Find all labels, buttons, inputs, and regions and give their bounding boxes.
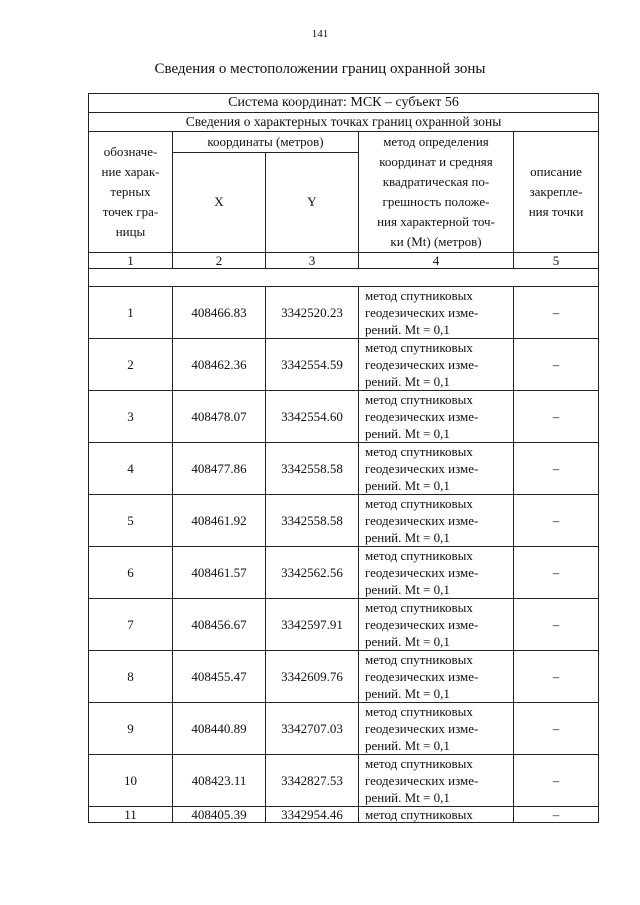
- point-column-header: обозначе- ние харак- терных точек гра- ницы: [89, 132, 173, 253]
- x-coordinate-cell: 408423.11: [173, 755, 266, 807]
- coords-column-header: координаты (метров): [173, 132, 359, 153]
- table-row: [89, 287, 599, 339]
- method-cell: метод спутниковых геодезических изме-рений. Mt = 0,1: [359, 651, 514, 703]
- table-row: [89, 495, 599, 547]
- table-row: [89, 339, 599, 391]
- section-header-row: [89, 113, 599, 132]
- x-coordinate-cell: 408405.39: [173, 807, 266, 823]
- point-number-cell: 10: [89, 755, 173, 807]
- x-coordinate-cell: 408461.92: [173, 495, 266, 547]
- column-number: 1: [89, 253, 173, 269]
- description-cell: –: [514, 391, 599, 443]
- y-coordinate-cell: 3342954.46: [266, 807, 359, 823]
- column-header-row: [89, 132, 599, 153]
- table-row: [89, 547, 599, 599]
- table-row: [89, 807, 599, 823]
- description-cell: –: [514, 599, 599, 651]
- method-cell: метод спутниковых: [359, 807, 514, 823]
- table-row: [89, 599, 599, 651]
- point-number-cell: 11: [89, 807, 173, 823]
- y-column-header: Y: [266, 152, 359, 252]
- description-cell: –: [514, 443, 599, 495]
- point-number-cell: 1: [89, 287, 173, 339]
- point-number-cell: 2: [89, 339, 173, 391]
- column-number: 4: [359, 253, 514, 269]
- point-number-cell: 7: [89, 599, 173, 651]
- table-row: [89, 391, 599, 443]
- y-coordinate-cell: 3342554.59: [266, 339, 359, 391]
- section-header: Сведения о характерных точках границ охранной зоны: [89, 113, 599, 132]
- point-number-cell: 8: [89, 651, 173, 703]
- x-column-header: X: [173, 152, 266, 252]
- point-number-cell: 6: [89, 547, 173, 599]
- y-coordinate-cell: 3342707.03: [266, 703, 359, 755]
- column-number: 3: [266, 253, 359, 269]
- y-coordinate-cell: 3342520.23: [266, 287, 359, 339]
- description-cell: –: [514, 547, 599, 599]
- x-coordinate-cell: 408461.57: [173, 547, 266, 599]
- description-cell: –: [514, 755, 599, 807]
- method-cell: метод спутниковых геодезических изме-рений. Mt = 0,1: [359, 391, 514, 443]
- description-cell: –: [514, 495, 599, 547]
- point-number-cell: 4: [89, 443, 173, 495]
- point-number-cell: 9: [89, 703, 173, 755]
- method-cell: метод спутниковых геодезических изме-рений. Mt = 0,1: [359, 703, 514, 755]
- description-cell: –: [514, 339, 599, 391]
- y-coordinate-cell: 3342554.60: [266, 391, 359, 443]
- page-number: 141: [311, 28, 329, 40]
- y-coordinate-cell: 3342562.56: [266, 547, 359, 599]
- document-title: Сведения о местоположении границ охранной зоны: [154, 61, 486, 77]
- x-coordinate-cell: 408462.36: [173, 339, 266, 391]
- x-coordinate-cell: 408466.83: [173, 287, 266, 339]
- method-column-header: метод определения координат и средняя квадратическая по- грешность положе- ния характерной точ- ки (Mt) (метров): [359, 132, 514, 253]
- column-numbers-row: [89, 253, 599, 269]
- spacer-row: [89, 269, 599, 287]
- x-coordinate-cell: 408440.89: [173, 703, 266, 755]
- coordinate-system-header: Система координат: МСК – субъект 56: [89, 94, 599, 113]
- description-cell: –: [514, 807, 599, 823]
- method-cell: метод спутниковых геодезических изме-рений. Mt = 0,1: [359, 443, 514, 495]
- table-row: [89, 651, 599, 703]
- y-coordinate-cell: 3342609.76: [266, 651, 359, 703]
- point-number-cell: 3: [89, 391, 173, 443]
- table-row: [89, 443, 599, 495]
- method-cell: метод спутниковых геодезических изме-рений. Mt = 0,1: [359, 547, 514, 599]
- x-coordinate-cell: 408456.67: [173, 599, 266, 651]
- method-cell: метод спутниковых геодезических изме-рений. Mt = 0,1: [359, 755, 514, 807]
- method-cell: метод спутниковых геодезических изме-рений. Mt = 0,1: [359, 339, 514, 391]
- boundary-points-table: [88, 93, 599, 823]
- description-cell: –: [514, 651, 599, 703]
- x-coordinate-cell: 408455.47: [173, 651, 266, 703]
- description-cell: –: [514, 703, 599, 755]
- point-number-cell: 5: [89, 495, 173, 547]
- y-coordinate-cell: 3342558.58: [266, 495, 359, 547]
- method-cell: метод спутниковых геодезических изме-рений. Mt = 0,1: [359, 495, 514, 547]
- table-row: [89, 703, 599, 755]
- y-coordinate-cell: 3342827.53: [266, 755, 359, 807]
- x-coordinate-cell: 408478.07: [173, 391, 266, 443]
- table-row: [89, 755, 599, 807]
- method-cell: метод спутниковых геодезических изме-рений. Mt = 0,1: [359, 599, 514, 651]
- column-number: 5: [514, 253, 599, 269]
- column-number: 2: [173, 253, 266, 269]
- system-header-row: [89, 94, 599, 113]
- y-coordinate-cell: 3342558.58: [266, 443, 359, 495]
- description-cell: –: [514, 287, 599, 339]
- method-cell: метод спутниковых геодезических изме-рений. Mt = 0,1: [359, 287, 514, 339]
- description-column-header: описание закрепле- ния точки: [514, 132, 599, 253]
- empty-cell: [89, 269, 599, 287]
- x-coordinate-cell: 408477.86: [173, 443, 266, 495]
- y-coordinate-cell: 3342597.91: [266, 599, 359, 651]
